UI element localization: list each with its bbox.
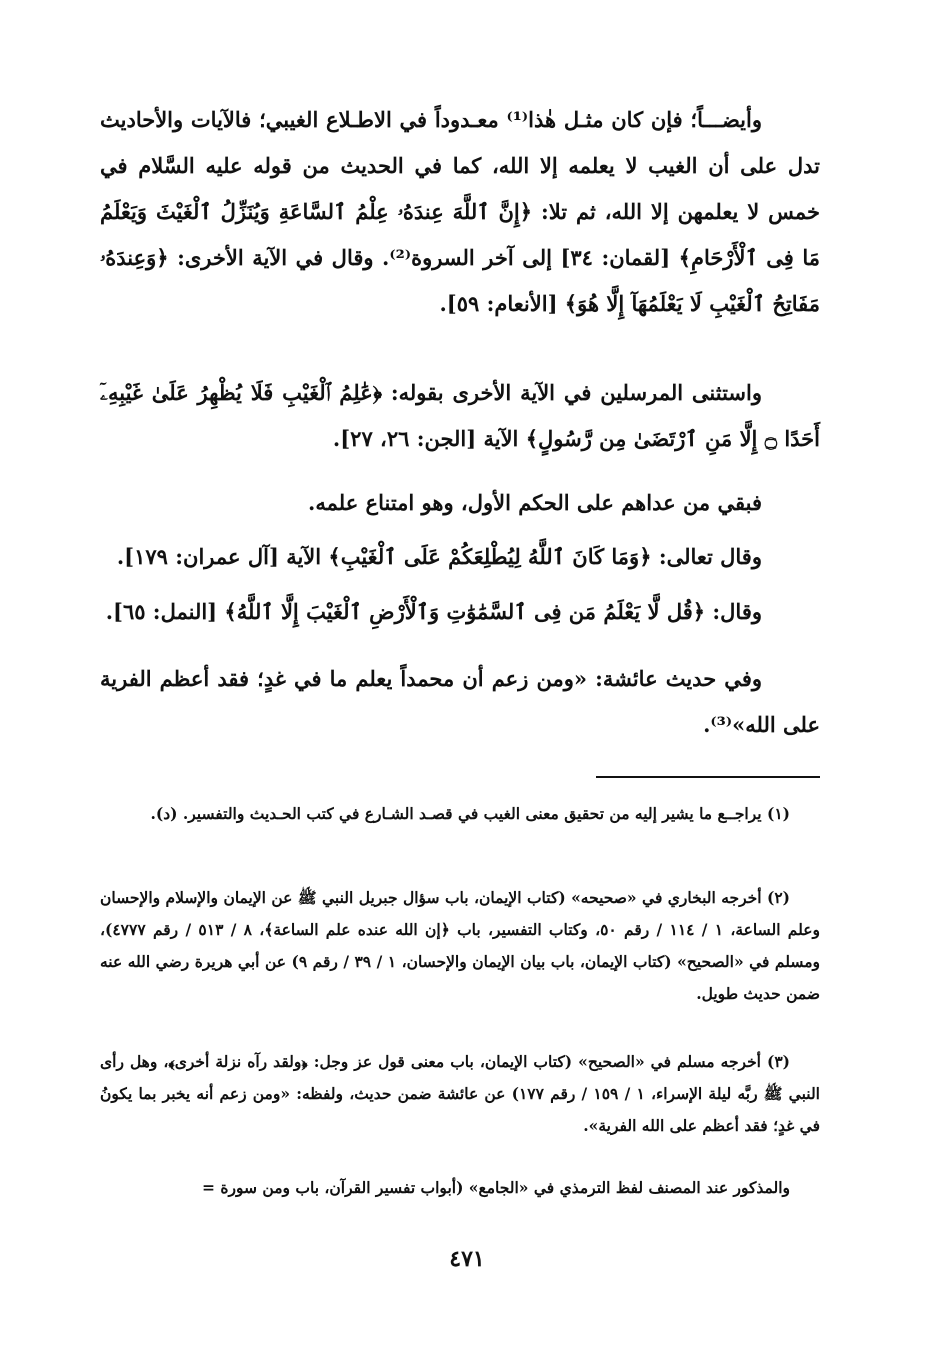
body-paragraph-6: وفي حديث عائشة: «ومن زعم أن محمداً يعلم ما في غدٍ؛ فقد أعظم الفرية على الله»⁽³⁾.	[100, 666, 820, 737]
footnote-1: (١) يراجــع ما يشير إليه من تحقيق معنى الغيب في قصـد الشـارع في كتب الحـديث والتفسير. (د).	[150, 804, 790, 823]
body-paragraph-2: واستثنى المرسلين في الآية الأخرى بقوله: ﴿عَٰلِمُ ٱلْغَيْبِ فَلَا يُظْهِرُ عَلَىٰ غَيْبِهِۦٓ أَحَدًا ۝ إِلَّا مَنِ ٱرْتَضَىٰ مِن رَّسُولٍ﴾ الآية [الجن: ٢٦، ٢٧].	[100, 380, 820, 451]
footnote-3-continuation: والمذكور عند المصنف لفظ الترمذي في «الجامع» (أبواب تفسير القرآن، باب ومن سورة =	[202, 1178, 790, 1197]
body-paragraph-1: وأيضـــاً؛ فإن كان مثـل هٰذا⁽¹⁾ معـدوداً في الاطـلاع الغيبي؛ فالآيات والأحاديث تدل على أن الغيب لا يعلمه إلا الله، كما في الحديث من قوله عليه السَّلام في خمس لا يعلمهن إلا الله، ثم تلا: ﴿إِنَّ ٱللَّهَ عِندَهُۥ عِلْمُ ٱلسَّاعَةِ وَيُنَزِّلُ ٱلْغَيْثَ وَيَعْلَمُ مَا فِى ٱلْأَرْحَامِ﴾ [لقمان: ٣٤] إلى آخر السروة⁽²⁾. وقال في الآية الأخرى: ﴿وَعِندَهُۥ مَفَاتِحُ ٱلْغَيْبِ لَا يَعْلَمُهَآ إِلَّا هُوَ﴾ [الأنعام: ٥٩].	[100, 107, 820, 316]
footnote-3: (٣) أخرجه مسلم في «الصحيح» (كتاب الإيمان، باب معنى قول عز وجل: ﴿ولقد رآه نزلة أخرى﴾، وهل رأى النبي ﷺ ربَّه ليلة الإسراء، ١ / ١٥٩ / رقم ١٧٧) عن عائشة ضمن حديث، ولفظه: «ومن زعم أنه يخبر بما يكونُ في غدٍ؛ فقد أعظم على الله الفرية».	[100, 1052, 820, 1135]
footnote-2: (٢) أخرجه البخاري في «صحيحه» (كتاب الإيمان، باب سؤال جبريل النبي ﷺ عن الإيمان والإسلام والإحسان وعلم الساعة، ١ / ١١٤ / رقم ٥٠، وكتاب التفسير، باب ﴿إن الله عنده علم الساعة﴾، ٨ / ٥١٣ / رقم ٤٧٧٧)، ومسلم في «الصحيح» (كتاب الإيمان، باب بيان الإيمان والإحسان، ١ / ٣٩ / رقم ٩) عن أبي هريرة رضي الله عنه ضمن حديث طويل.	[100, 888, 820, 1003]
body-paragraph-5: وقال: ﴿قُل لَّا يَعْلَمُ مَن فِى ٱلسَّمَٰوَٰتِ وَٱلْأَرْضِ ٱلْغَيْبَ إِلَّا ٱللَّهُ﴾ [النمل: ٦٥].	[105, 599, 762, 624]
footnote-divider	[596, 776, 820, 778]
body-paragraph-4: وقال تعالى: ﴿وَمَا كَانَ ٱللَّهُ لِيُطْلِعَكُمْ عَلَى ٱلْغَيْبِ﴾ الآية [آل عمران: ١٧٩].	[116, 544, 762, 569]
page-number: ٤٧١	[449, 1246, 485, 1272]
body-paragraph-3: فبقي من عداهم على الحكم الأول، وهو امتناع علمه.	[308, 490, 762, 515]
